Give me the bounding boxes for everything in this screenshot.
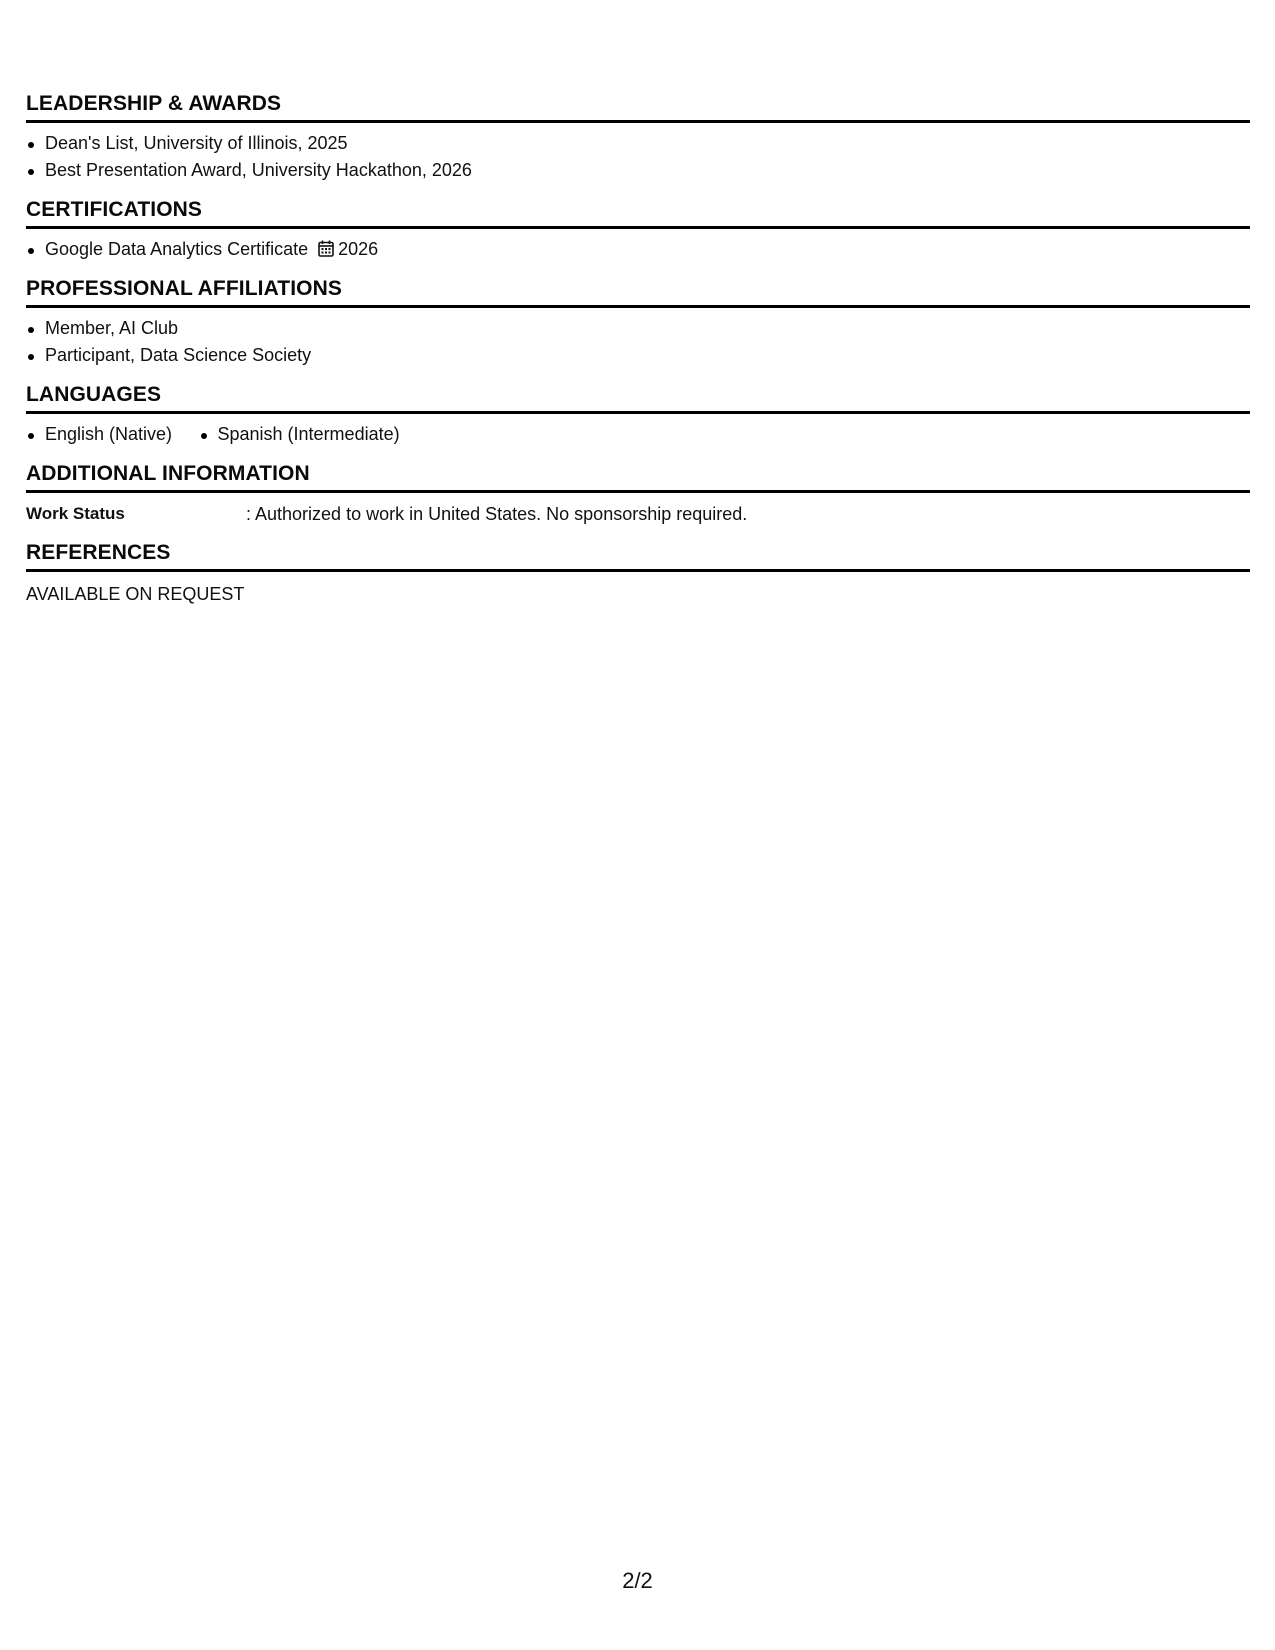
additional-information-section [26, 462, 1250, 527]
certification-name: Google Data Analytics Certificate [45, 239, 309, 259]
certifications-section [26, 198, 1250, 263]
list-item: Dean's List, University of Illinois, 2025 [26, 130, 1250, 157]
section-title-languages: LANGUAGES [26, 383, 1250, 414]
list-item: English (Native) [26, 421, 172, 448]
resume-page [26, 92, 1250, 621]
section-title-leadership-awards: LEADERSHIP & AWARDS [26, 92, 1250, 123]
section-title-certifications: CERTIFICATIONS [26, 198, 1250, 229]
languages-section [26, 383, 1250, 448]
page-number: 2/2 [622, 1568, 653, 1593]
list-item [26, 236, 1250, 263]
work-status-label: Work Status [26, 504, 125, 523]
calendar-icon [318, 238, 334, 255]
work-status-value: : Authorized to work in United States. No sponsorship required. [246, 504, 748, 524]
languages-list [26, 421, 1250, 448]
certification-year: 2026 [338, 239, 379, 259]
section-title-references: REFERENCES [26, 541, 1250, 572]
section-title-professional-affiliations: PROFESSIONAL AFFILIATIONS [26, 277, 1250, 308]
certifications-list [26, 236, 1250, 263]
list-item: Spanish (Intermediate) [199, 421, 400, 448]
list-item: Member, AI Club [26, 315, 1250, 342]
professional-affiliations-section [26, 277, 1250, 369]
list-item: Participant, Data Science Society [26, 342, 1250, 369]
work-status-row [26, 501, 1250, 527]
references-section [26, 541, 1250, 607]
leadership-awards-list [26, 130, 1250, 184]
section-title-additional-information: ADDITIONAL INFORMATION [26, 462, 1250, 493]
leadership-awards-section [26, 92, 1250, 184]
affiliations-list [26, 315, 1250, 369]
references-text: AVAILABLE ON REQUEST [26, 584, 245, 604]
list-item: Best Presentation Award, University Hackathon, 2026 [26, 157, 1250, 184]
